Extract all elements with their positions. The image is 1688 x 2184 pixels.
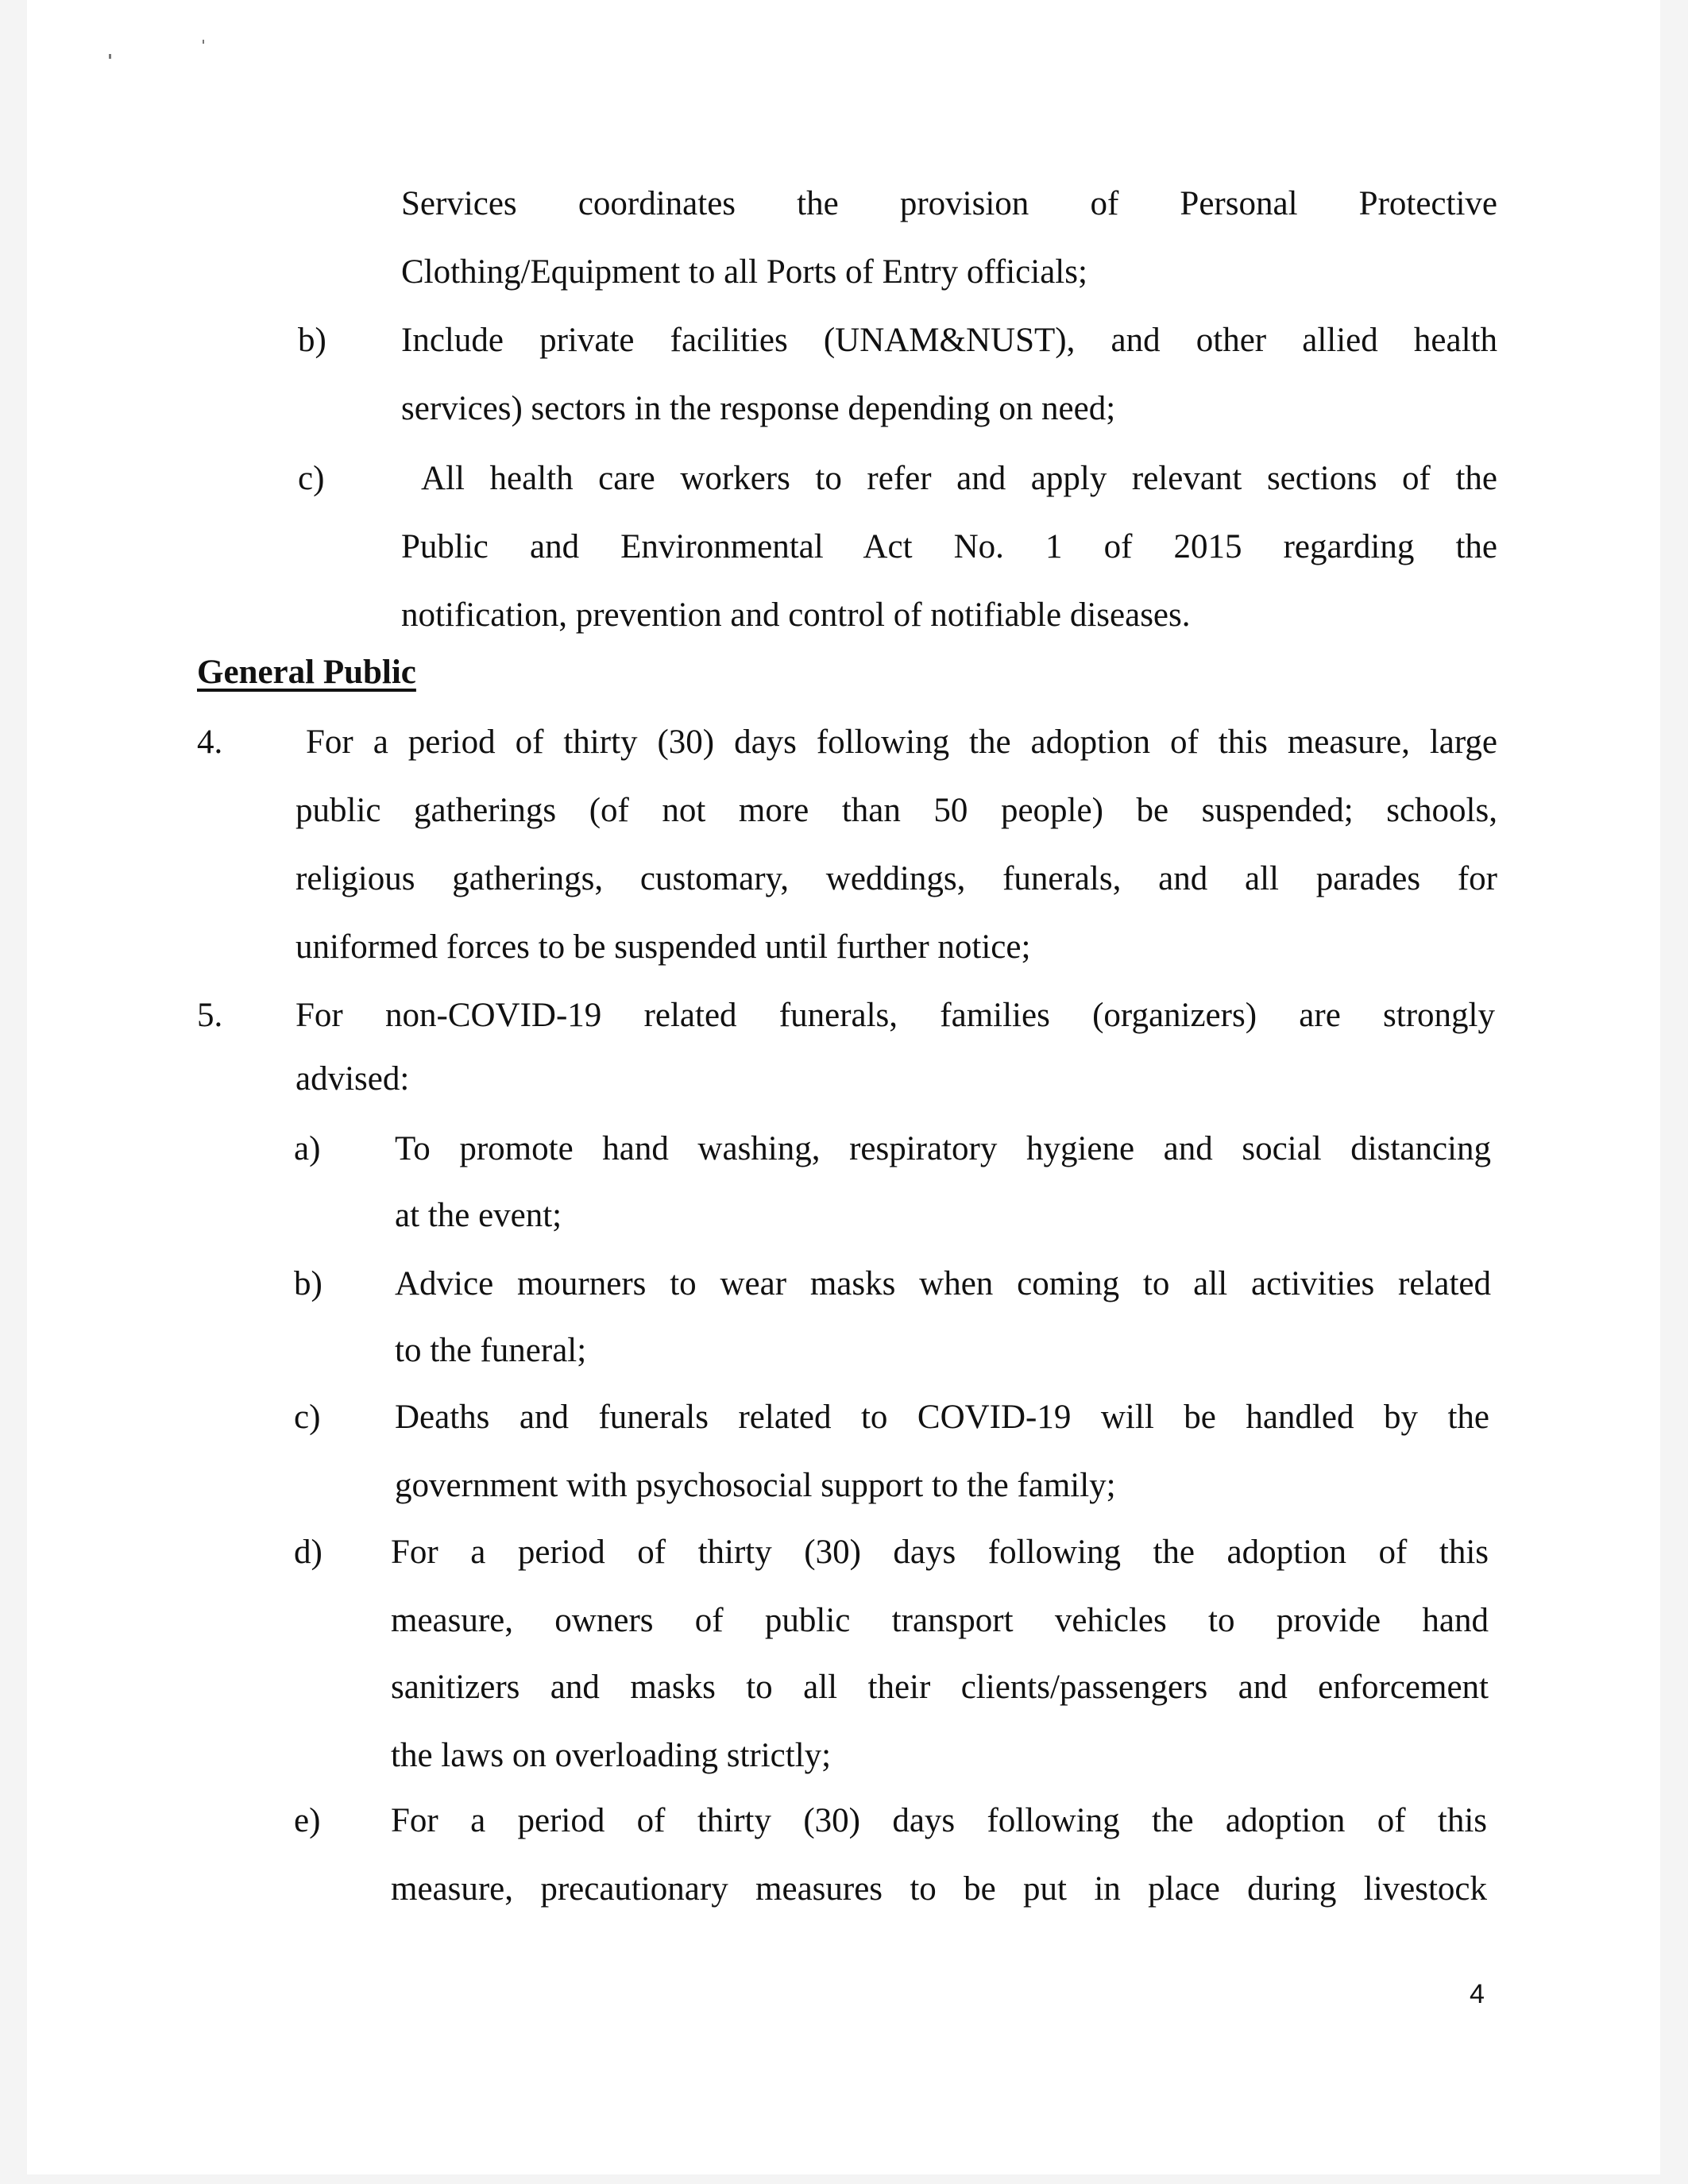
numbered-item-5-line: For non-COVID-19 related funerals, families (organizers) are strongly <box>295 997 1495 1034</box>
numbered-item-4-line: religious gatherings, customary, weddings, funerals, and all parades for <box>295 860 1497 897</box>
sub-item-a-line: at the event; <box>395 1197 562 1234</box>
page-number: 4 <box>1470 1979 1485 2009</box>
sub-item-c-line: Deaths and funerals related to COVID-19 will be handled by the <box>395 1399 1489 1436</box>
numbered-item-4-line: public gatherings (of not more than 50 people) be suspended; schools, <box>295 792 1497 829</box>
sub-item-d-line: the laws on overloading strictly; <box>391 1737 832 1774</box>
list-item-b-line: services) sectors in the response depending on need; <box>401 390 1116 427</box>
sub-item-b-line: to the funeral; <box>395 1332 587 1369</box>
list-item-c-line: All health care workers to refer and apply relevant sections of the <box>421 460 1497 497</box>
sub-label-a: a) <box>294 1130 321 1167</box>
scan-speck <box>203 40 204 44</box>
sub-item-d-line: measure, owners of public transport vehicles to provide hand <box>391 1602 1489 1639</box>
scan-speck <box>109 54 111 59</box>
list-label-b: b) <box>298 322 326 359</box>
numbered-item-4-line: uniformed forces to be suspended until further notice; <box>295 928 1031 966</box>
list-item-c-line: Public and Environmental Act No. 1 of 2015 regarding the <box>401 528 1497 565</box>
numbered-item-4-line: For a period of thirty (30) days following the adoption of this measure, large <box>306 723 1497 761</box>
sub-item-d-line: For a period of thirty (30) days following the adoption of this <box>391 1534 1489 1571</box>
sub-label-b: b) <box>294 1265 323 1302</box>
continuation-line: Clothing/Equipment to all Ports of Entry officials; <box>401 253 1087 291</box>
sub-item-a-line: To promote hand washing, respiratory hygiene and social distancing <box>395 1130 1491 1167</box>
sub-label-e: e) <box>294 1802 321 1839</box>
sub-item-e-line: measure, precautionary measures to be put in place during livestock <box>391 1870 1487 1908</box>
sub-item-e-line: For a period of thirty (30) days following the adoption of this <box>391 1802 1487 1839</box>
sub-item-b-line: Advice mourners to wear masks when coming to all activities related <box>395 1265 1491 1302</box>
numbered-label-4: 4. <box>197 723 223 761</box>
numbered-item-5-line: advised: <box>295 1060 410 1098</box>
sub-label-d: d) <box>294 1534 323 1571</box>
sub-item-c-line: government with psychosocial support to the family; <box>395 1467 1116 1504</box>
list-item-b-line: Include private facilities (UNAM&NUST), and other allied health <box>401 322 1497 359</box>
numbered-label-5: 5. <box>197 997 223 1034</box>
section-heading: General Public <box>197 654 416 691</box>
list-label-c: c) <box>298 460 325 497</box>
list-item-c-line: notification, prevention and control of notifiable diseases. <box>401 596 1191 634</box>
continuation-line: Services coordinates the provision of Personal Protective <box>401 185 1497 222</box>
sub-label-c: c) <box>294 1399 321 1436</box>
sub-item-d-line: sanitizers and masks to all their clients/passengers and enforcement <box>391 1669 1489 1706</box>
